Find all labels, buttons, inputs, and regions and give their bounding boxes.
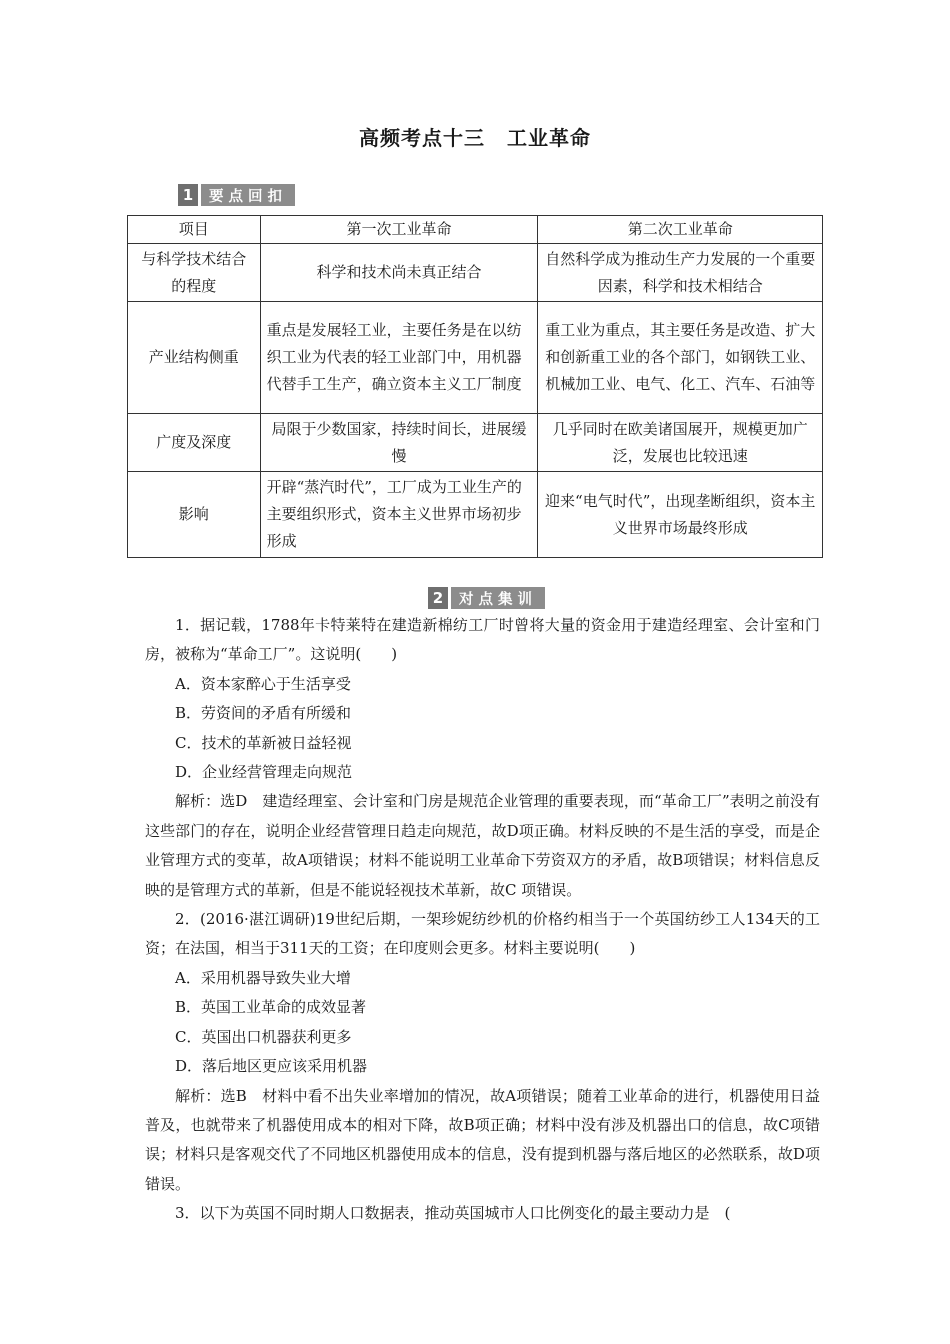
row-item-cell: 与科学技术结合的程度 (128, 244, 261, 302)
comparison-table (127, 215, 823, 558)
row-first-cell: 局限于少数国家，持续时间长，进展缓慢 (260, 414, 538, 472)
section-number: 2 (428, 587, 448, 609)
question-list (145, 611, 820, 1229)
option-a: A．资本家醉心于生活享受 (175, 674, 351, 693)
question-stem: 1．据记载，1788年卡特莱特在建造新棉纺工厂时曾将大量的资金用于建造经理室、会计室和门房，被称为“革命工厂”。这说明( ) (145, 616, 820, 664)
question-stem: 2．(2016·湛江调研)19世纪后期，一架珍妮纺纱机的价格约相当于一个英国纺纱工人134天的工资；在法国，相当于311天的工资；在印度则会更多。材料主要说明( ) (145, 910, 820, 958)
option-a: A．采用机器导致失业大增 (175, 968, 351, 987)
section-label: 对点集训 (451, 587, 545, 609)
analysis: 解析：选D 建造经理室、会计室和门房是规范企业管理的重要表现，而“革命工厂”表明之前没有这些部门的存在，说明企业经营管理日趋走向规范，故D项正确。材料反映的不是生活的享受，而是企业管理方式的变革，故A项错误；材料不能说明工业革命下劳资双方的矛盾，故B项错误；材料信息反映的是管理方式的革新，但是不能说轻视技术革新，故C 项错误。 (145, 792, 820, 899)
section-number: 1 (178, 184, 198, 206)
title-subject: 工业革命 (507, 126, 591, 150)
option-b: B．劳资间的矛盾有所缓和 (175, 704, 352, 723)
table-row (128, 414, 823, 472)
page-title (0, 122, 950, 151)
row-second-cell: 几乎同时在欧美诸国展开，规模更加广泛，发展也比较迅速 (538, 414, 823, 472)
analysis: 解析：选B 材料中看不出失业率增加的情况，故A项错误；随着工业革命的进行，机器使用日益普及，也就带来了机器使用成本的相对下降，故B项正确；材料中没有涉及机器出口的信息，故C项错误；材料只是客观交代了不同地区机器使用成本的信息，没有提到机器与落后地区的必然联系，故D项错误。 (145, 1086, 820, 1193)
option-d: D．落后地区更应该采用机器 (175, 1057, 368, 1076)
section-label: 要点回扣 (201, 184, 295, 206)
table-row (128, 472, 823, 558)
row-item-cell: 产业结构侧重 (128, 302, 261, 414)
option-c: C．技术的革新被日益轻视 (175, 733, 352, 752)
row-first-cell: 重点是发展轻工业，主要任务是在以纺织工业为代表的轻工业部门中，用机器代替手工生产，确立资本主义工厂制度 (260, 302, 538, 414)
option-c: C．英国出口机器获利更多 (175, 1027, 352, 1046)
header-first-revolution: 第一次工业革命 (260, 216, 538, 244)
row-first-cell: 开辟“蒸汽时代”，工厂成为工业生产的主要组织形式，资本主义世界市场初步形成 (260, 472, 538, 558)
row-item-cell: 广度及深度 (128, 414, 261, 472)
option-d: D．企业经营管理走向规范 (175, 763, 353, 782)
section-banner-practice (428, 587, 545, 609)
option-b: B．英国工业革命的成效显著 (175, 998, 367, 1017)
header-second-revolution: 第二次工业革命 (538, 216, 823, 244)
row-item-cell: 影响 (128, 472, 261, 558)
row-second-cell: 迎来“电气时代”，出现垄断组织，资本主义世界市场最终形成 (538, 472, 823, 558)
question-stem: 3．以下为英国不同时期人口数据表，推动英国城市人口比例变化的最主要动力是 ( (175, 1204, 731, 1223)
row-first-cell: 科学和技术尚未真正结合 (260, 244, 538, 302)
table-header-row (128, 216, 823, 244)
row-second-cell: 重工业为重点，其主要任务是改造、扩大和创新重工业的各个部门，如钢铁工业、机械加工业、电气、化工、汽车、石油等 (538, 302, 823, 414)
title-topic: 高频考点十三 (359, 126, 485, 150)
row-second-cell: 自然科学成为推动生产力发展的一个重要因素，科学和技术相结合 (538, 244, 823, 302)
table-row (128, 244, 823, 302)
table-row (128, 302, 823, 414)
section-banner-key-points (178, 184, 295, 206)
header-item: 项目 (128, 216, 261, 244)
